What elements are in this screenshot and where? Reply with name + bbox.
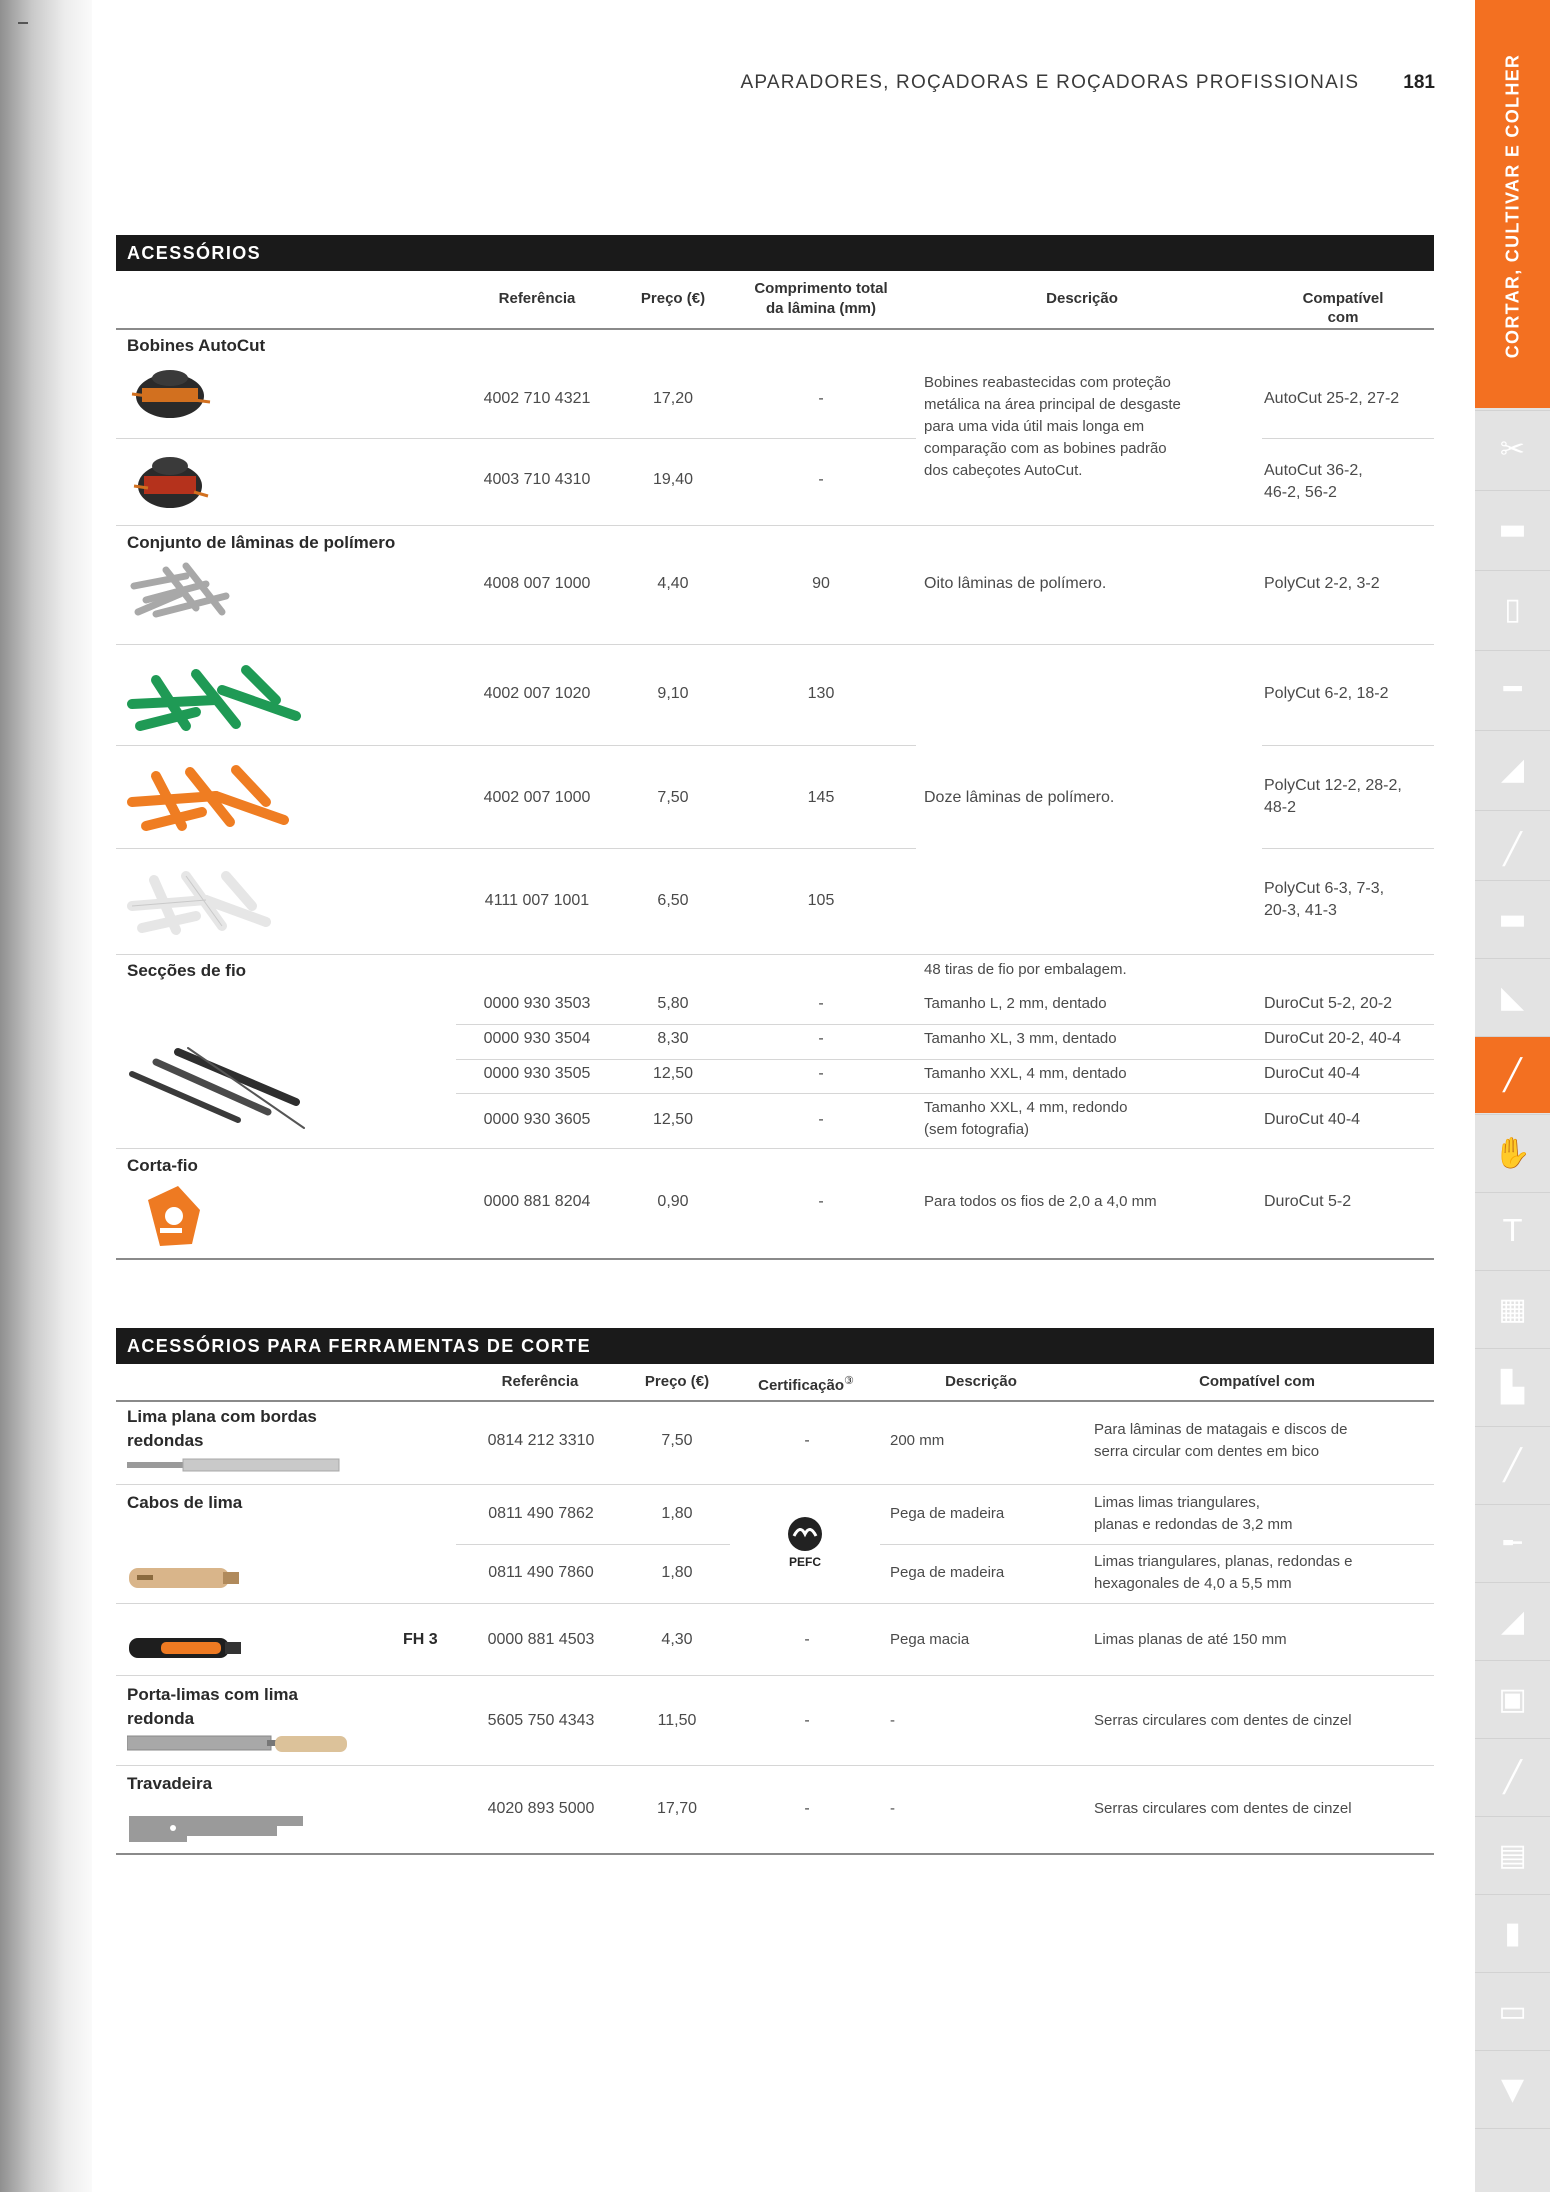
- row-compat: PolyCut 6-2, 18-2: [1264, 685, 1389, 702]
- autocut-head-image-2: [128, 448, 212, 514]
- row-divider: [456, 1059, 1434, 1060]
- grey-blades-image: [126, 556, 242, 628]
- row-divider: [880, 1544, 1434, 1545]
- blower-icon[interactable]: ◢: [1475, 730, 1550, 807]
- row-ref: 0000 930 3503: [483, 995, 591, 1012]
- row-ref: 4008 007 1000: [483, 575, 591, 592]
- group-title-bobines: Bobines AutoCut: [127, 336, 266, 355]
- row-desc: Doze lâminas de polímero.: [924, 789, 1115, 806]
- row-length: -: [818, 995, 824, 1012]
- table-bottom-rule: [116, 1853, 1434, 1855]
- row-ref: 4002 007 1000: [483, 789, 591, 806]
- row-length: -: [818, 1193, 824, 1210]
- row-desc-head: 48 tiras de fio por embalagem.: [924, 961, 1127, 978]
- saw-setter-image: [127, 1810, 305, 1844]
- row-compat: Limas limas triangulares,: [1094, 1494, 1260, 1511]
- col-header-price: Preço (€): [640, 290, 706, 307]
- row-compat: DuroCut 20-2, 40-4: [1264, 1030, 1401, 1047]
- row-price: 5,80: [657, 995, 689, 1012]
- row-desc: Pega de madeira: [890, 1564, 1005, 1581]
- row-divider: [116, 438, 916, 439]
- shirt-icon[interactable]: ▣: [1475, 1660, 1550, 1737]
- row-compat: DuroCut 40-4: [1264, 1065, 1361, 1082]
- green-blades-image: [126, 660, 304, 740]
- row-price: 4,30: [661, 1631, 693, 1648]
- row-divider: [116, 848, 916, 849]
- row-price: 6,50: [657, 892, 689, 909]
- sprayer-icon[interactable]: ╾: [1475, 1504, 1550, 1581]
- chapter-tab-label: CORTAR, CULTIVAR E COLHER: [1502, 53, 1522, 359]
- row-divider: [116, 525, 1434, 526]
- trimmer-icon[interactable]: ╱: [1475, 810, 1550, 887]
- row-compat-2: 20-3, 41-3: [1264, 902, 1337, 919]
- page-header-title: APARADORES, ROÇADORAS E ROÇADORAS PROFISSIONAIS: [740, 72, 1360, 93]
- row-compat-2: serra circular com dentes em bico: [1094, 1443, 1320, 1460]
- row-compat: PolyCut 6-3, 7-3,: [1264, 880, 1385, 897]
- row-divider: [116, 644, 1434, 645]
- row-length: -: [818, 471, 824, 488]
- pole-pruner-icon[interactable]: ╱: [1475, 1426, 1550, 1503]
- item-name: Porta-limas com lima redonda: [127, 1685, 299, 1728]
- svg-text:PEFC: PEFC: [788, 1555, 822, 1569]
- mower-icon[interactable]: ◣: [1475, 958, 1550, 1035]
- row-desc: Pega macia: [890, 1631, 970, 1648]
- row-price: 11,50: [657, 1712, 697, 1729]
- row-model: FH 3: [403, 1631, 438, 1648]
- table-header-corte: [116, 1366, 1434, 1402]
- row-ref: 0000 881 8204: [483, 1193, 591, 1210]
- row-price: 19,40: [652, 471, 694, 488]
- row-ref: 0811 490 7860: [488, 1564, 594, 1581]
- row-length: 130: [807, 685, 835, 702]
- row-desc: Tamanho XL, 3 mm, dentado: [924, 1030, 1117, 1047]
- chainsaw-icon[interactable]: ▬: [1475, 490, 1550, 567]
- row-cert: -: [804, 1800, 810, 1817]
- row-ref: 0811 490 7862: [488, 1505, 594, 1522]
- row-compat: Serras circulares com dentes de cinzel: [1094, 1712, 1352, 1729]
- row-divider: [1262, 848, 1434, 849]
- row-price: 0,90: [657, 1193, 689, 1210]
- item-name: Lima plana com bordas redondas: [127, 1407, 317, 1450]
- row-compat-2: hexagonales de 4,0 a 5,5 mm: [1094, 1575, 1292, 1592]
- row-desc-2: (sem fotografia): [924, 1121, 1030, 1138]
- row-length: 145: [807, 789, 835, 806]
- vacuum-icon[interactable]: ▬: [1475, 880, 1550, 957]
- phone-icon[interactable]: ▯: [1475, 570, 1550, 647]
- row-compat-2: 46-2, 56-2: [1264, 484, 1337, 501]
- row-compat: Para lâminas de matagais e discos de: [1094, 1421, 1348, 1438]
- col-header-length-1: Comprimento total: [754, 280, 888, 297]
- boot-icon[interactable]: ◢: [1475, 1582, 1550, 1659]
- row-desc: -: [890, 1800, 895, 1817]
- page-binding-shadow: [0, 0, 92, 2192]
- col-header-ref: Referência: [498, 290, 576, 307]
- row-length: -: [818, 1065, 824, 1082]
- group-title-seccoes: Secções de fio: [127, 961, 247, 980]
- row-desc: -: [890, 1712, 895, 1729]
- soft-grip-handle-image: [127, 1632, 243, 1664]
- section-title-corte: ACESSÓRIOS PARA FERRAMENTAS DE CORTE: [116, 1328, 1434, 1364]
- row-compat: AutoCut 25-2, 27-2: [1264, 390, 1400, 407]
- row-price: 7,50: [657, 789, 689, 806]
- row-desc: Pega de madeira: [890, 1505, 1005, 1522]
- row-ref: 0000 881 4503: [487, 1631, 595, 1648]
- col-header-length-2: da lâmina (mm): [765, 300, 877, 317]
- row-divider: [116, 1675, 1434, 1676]
- row-price: 1,80: [661, 1564, 693, 1581]
- row-desc: Oito lâminas de polímero.: [924, 575, 1107, 592]
- group-title-conjunto: Conjunto de lâminas de polímero: [127, 533, 396, 552]
- row-length: -: [818, 1111, 824, 1128]
- brushcutter-icon[interactable]: ╱: [1475, 1036, 1550, 1113]
- row-ref: 0000 930 3504: [483, 1030, 591, 1047]
- wire-cutter-image: [138, 1180, 208, 1252]
- row-divider: [116, 1765, 1434, 1766]
- white-blades-image: [126, 866, 274, 944]
- col-header-desc: Descrição: [945, 1373, 1017, 1390]
- row-ref: 0000 930 3605: [483, 1111, 591, 1128]
- row-compat-2: planas e redondas de 3,2 mm: [1094, 1516, 1293, 1533]
- bottle-icon[interactable]: ▮: [1475, 1894, 1550, 1971]
- row-compat: PolyCut 2-2, 3-2: [1264, 575, 1380, 592]
- row-desc: Tamanho XXL, 4 mm, redondo: [924, 1099, 1128, 1116]
- row-compat: DuroCut 5-2: [1264, 1193, 1352, 1210]
- col-header-price: Preço (€): [644, 1373, 710, 1390]
- page-number: 181: [1403, 72, 1435, 93]
- row-compat: DuroCut 40-4: [1264, 1111, 1361, 1128]
- item-name: Cabos de lima: [127, 1493, 243, 1512]
- row-divider: [116, 1148, 1434, 1149]
- case-icon[interactable]: ▭: [1475, 1972, 1550, 2049]
- broom-icon[interactable]: ╱: [1475, 1738, 1550, 1815]
- row-length: 90: [812, 575, 830, 592]
- row-divider: [116, 1603, 1434, 1604]
- row-divider: [456, 1024, 1434, 1025]
- row-divider: [1262, 745, 1434, 746]
- row-price: 4,40: [657, 575, 689, 592]
- row-compat: DuroCut 5-2, 20-2: [1264, 995, 1393, 1012]
- row-price: 12,50: [652, 1065, 694, 1082]
- wooden-handle-image: [127, 1564, 241, 1592]
- row-price: 8,30: [657, 1030, 689, 1047]
- row-ref: 4002 007 1020: [483, 685, 591, 702]
- row-ref: 5605 750 4343: [487, 1712, 595, 1729]
- row-price: 17,70: [656, 1800, 698, 1817]
- row-ref: 4003 710 4310: [483, 471, 591, 488]
- col-header-compat: Compatível com: [1199, 1373, 1315, 1390]
- row-divider: [1262, 438, 1434, 439]
- row-compat: Serras circulares com dentes de cinzel: [1094, 1800, 1352, 1817]
- gloves-icon[interactable]: ✋: [1475, 1114, 1550, 1191]
- file-holder-image: [127, 1732, 351, 1756]
- row-desc: 200 mm: [890, 1432, 945, 1449]
- row-price: 7,50: [661, 1432, 693, 1449]
- row-cert: -: [804, 1432, 810, 1449]
- row-divider: [456, 1093, 1434, 1094]
- row-ref: 4002 710 4321: [483, 390, 591, 407]
- row-length: -: [818, 390, 824, 407]
- table-header-acessorios: [116, 276, 1434, 330]
- row-desc-bobines: Bobines reabastecidas com proteção metálica na área principal de desgaste para uma vida útil mais longa em comparação com as bobines padrão dos cabeçotes AutoCut.: [924, 374, 1181, 479]
- battery-icon[interactable]: ▤: [1475, 1816, 1550, 1893]
- table-bottom-rule: [116, 1258, 1434, 1260]
- row-divider: [456, 1544, 730, 1545]
- row-desc: Tamanho L, 2 mm, dentado: [924, 995, 1107, 1012]
- pefc-logo: [782, 1514, 828, 1572]
- ride-on-icon[interactable]: ▙: [1475, 1348, 1550, 1425]
- row-ref: 4020 893 5000: [487, 1800, 595, 1817]
- chapter-tab-rail: [1475, 0, 1550, 2192]
- row-price: 17,20: [652, 390, 694, 407]
- row-compat: AutoCut 36-2,: [1264, 462, 1363, 479]
- row-price: 12,50: [652, 1111, 694, 1128]
- row-ref: 0814 212 3310: [487, 1432, 595, 1449]
- hedge-trimmer-icon[interactable]: ━: [1475, 650, 1550, 727]
- col-header-compat: Compatível com: [1302, 290, 1384, 326]
- row-compat: Limas triangulares, planas, redondas e: [1094, 1553, 1353, 1570]
- group-title-corta: Corta-fio: [127, 1156, 198, 1175]
- row-cert: -: [804, 1631, 810, 1648]
- row-divider: [116, 1484, 1434, 1485]
- row-length: 105: [807, 892, 835, 909]
- rail-end: [1475, 2128, 1550, 2205]
- chapter-tab-active[interactable]: [1475, 0, 1550, 408]
- row-compat: PolyCut 12-2, 28-2,: [1264, 777, 1402, 794]
- row-compat-2: 48-2: [1264, 799, 1297, 816]
- orange-blades-image: [126, 762, 294, 842]
- row-length: -: [818, 1030, 824, 1047]
- row-divider: [116, 745, 916, 746]
- autocut-head-image: [128, 360, 212, 426]
- tshirt-icon[interactable]: ▼: [1475, 2050, 1550, 2127]
- flat-file-image: [127, 1456, 343, 1476]
- hammer-icon[interactable]: T: [1475, 1192, 1550, 1269]
- row-ref: 0000 930 3505: [483, 1065, 591, 1082]
- row-cert: -: [804, 1712, 810, 1729]
- page-header: [741, 72, 1435, 94]
- binding-mark: [18, 22, 28, 24]
- lawnmower-icon[interactable]: ▦: [1475, 1270, 1550, 1347]
- section-title-acessorios: ACESSÓRIOS: [116, 235, 1434, 271]
- item-name: Travadeira: [127, 1774, 213, 1793]
- col-header-desc: Descrição: [1046, 290, 1118, 307]
- row-desc: Tamanho XXL, 4 mm, dentado: [924, 1065, 1127, 1082]
- row-price: 9,10: [657, 685, 689, 702]
- col-header-ref: Referência: [501, 1373, 579, 1390]
- row-desc: Para todos os fios de 2,0 a 4,0 mm: [924, 1193, 1157, 1210]
- row-ref: 4111 007 1001: [484, 892, 590, 909]
- row-divider: [116, 954, 1434, 955]
- row-compat: Limas planas de até 150 mm: [1094, 1631, 1287, 1648]
- wire-sections-image: [128, 1040, 308, 1134]
- row-price: 1,80: [661, 1505, 693, 1522]
- tools-icon[interactable]: ✂: [1475, 410, 1550, 487]
- col-header-cert: Certificação③: [758, 1375, 854, 1394]
